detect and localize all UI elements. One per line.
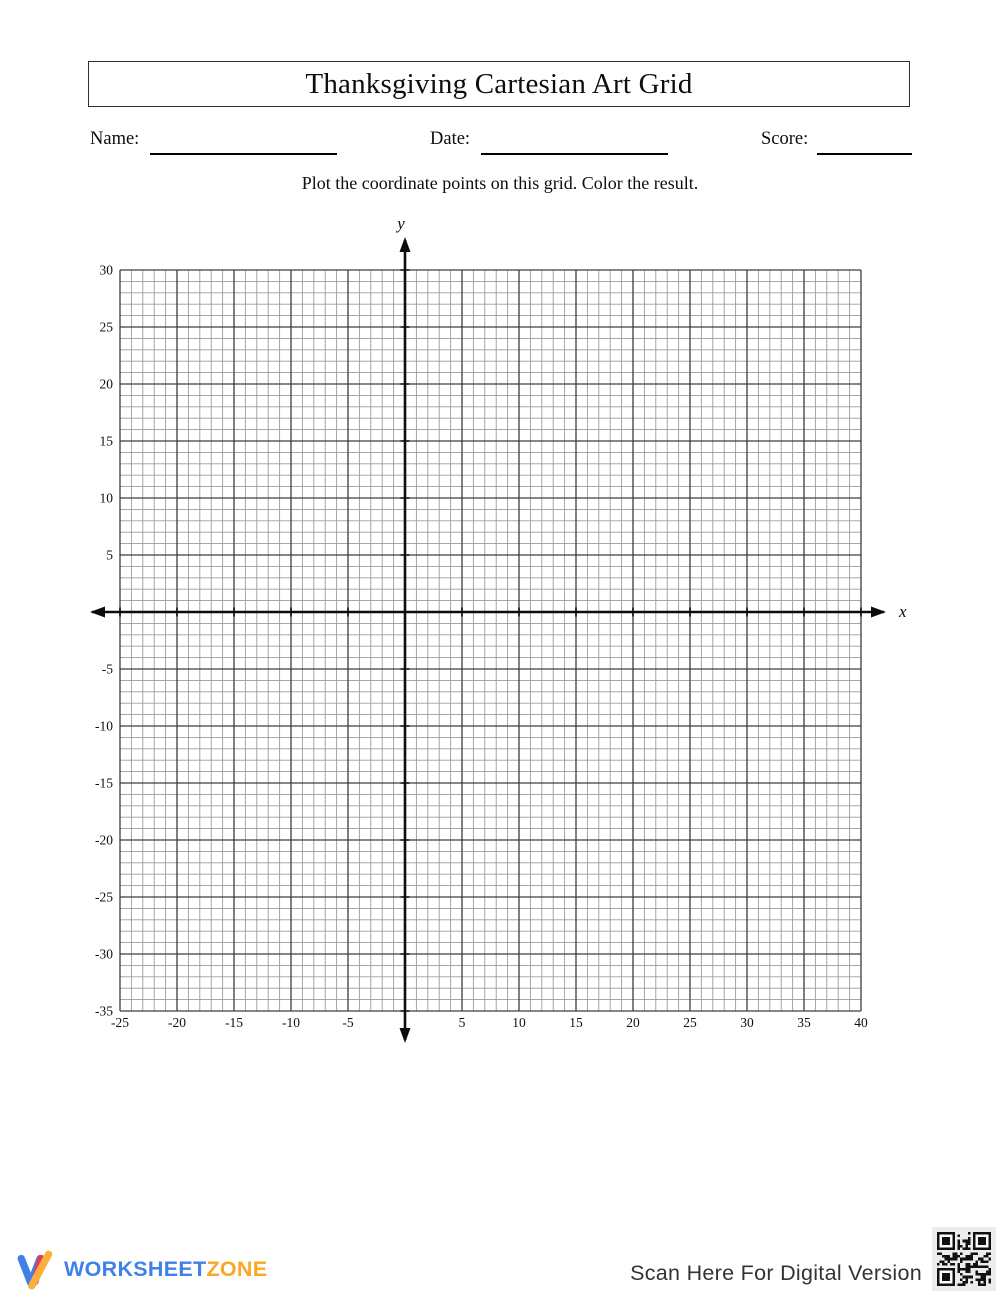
y-axis-top-arrowhead: [400, 237, 411, 252]
x-axis-label: x: [899, 602, 907, 621]
scan-here-text: Scan Here For Digital Version: [630, 1261, 922, 1285]
grid-minor-lines: [120, 270, 861, 1011]
x-tick-label: 5: [458, 1015, 466, 1030]
x-tick-label: 20: [626, 1015, 640, 1030]
x-axis-right-arrowhead: [871, 607, 886, 618]
y-tick-label: 20: [99, 376, 113, 392]
y-tick-label: 5: [106, 547, 113, 563]
x-tick-label: 10: [512, 1015, 526, 1030]
y-axis-bottom-arrowhead: [400, 1028, 411, 1043]
y-tick-label: 25: [99, 319, 113, 335]
y-tick-label: -35: [95, 1003, 113, 1019]
y-tick-label: -25: [95, 889, 113, 905]
x-tick-label: 15: [569, 1015, 583, 1030]
y-tick-label: 30: [99, 262, 113, 278]
logo-word-worksheet: WORKSHEET: [64, 1256, 207, 1281]
x-tick-label: -25: [111, 1015, 129, 1030]
logo-mark-icon: [16, 1248, 58, 1290]
qr-code-icon: [932, 1227, 996, 1291]
y-tick-label: -10: [95, 718, 113, 734]
page-title: Thanksgiving Cartesian Art Grid: [305, 67, 693, 100]
y-tick-label: 10: [99, 490, 113, 506]
y-axis-label: y: [397, 214, 405, 233]
x-tick-label: -20: [168, 1015, 186, 1030]
y-tick-label: 15: [99, 433, 113, 449]
axis-tick-marks: [120, 270, 861, 1011]
name-label: Name:: [90, 129, 140, 149]
x-tick-label: 35: [797, 1015, 811, 1030]
x-axis-left-arrowhead: [90, 607, 105, 618]
y-tick-label: -5: [101, 661, 113, 677]
logo-word-zone: ZONE: [206, 1256, 268, 1281]
instruction-text: Plot the coordinate points on this grid. Color the result.: [301, 173, 699, 193]
x-tick-label: 40: [854, 1015, 868, 1030]
score-label: Score:: [761, 129, 809, 149]
x-tick-label: -15: [225, 1015, 243, 1030]
y-tick-label: -15: [95, 775, 113, 791]
grid-major-lines: [120, 270, 861, 1011]
worksheetzone-logo: [16, 1248, 267, 1290]
date-label: Date:: [430, 129, 471, 149]
x-tick-label: 25: [683, 1015, 697, 1030]
x-tick-label: 30: [740, 1015, 754, 1030]
x-tick-label: -10: [282, 1015, 300, 1030]
y-tick-label: -20: [95, 832, 113, 848]
x-tick-label: -5: [342, 1015, 354, 1030]
y-tick-label: -30: [95, 946, 113, 962]
